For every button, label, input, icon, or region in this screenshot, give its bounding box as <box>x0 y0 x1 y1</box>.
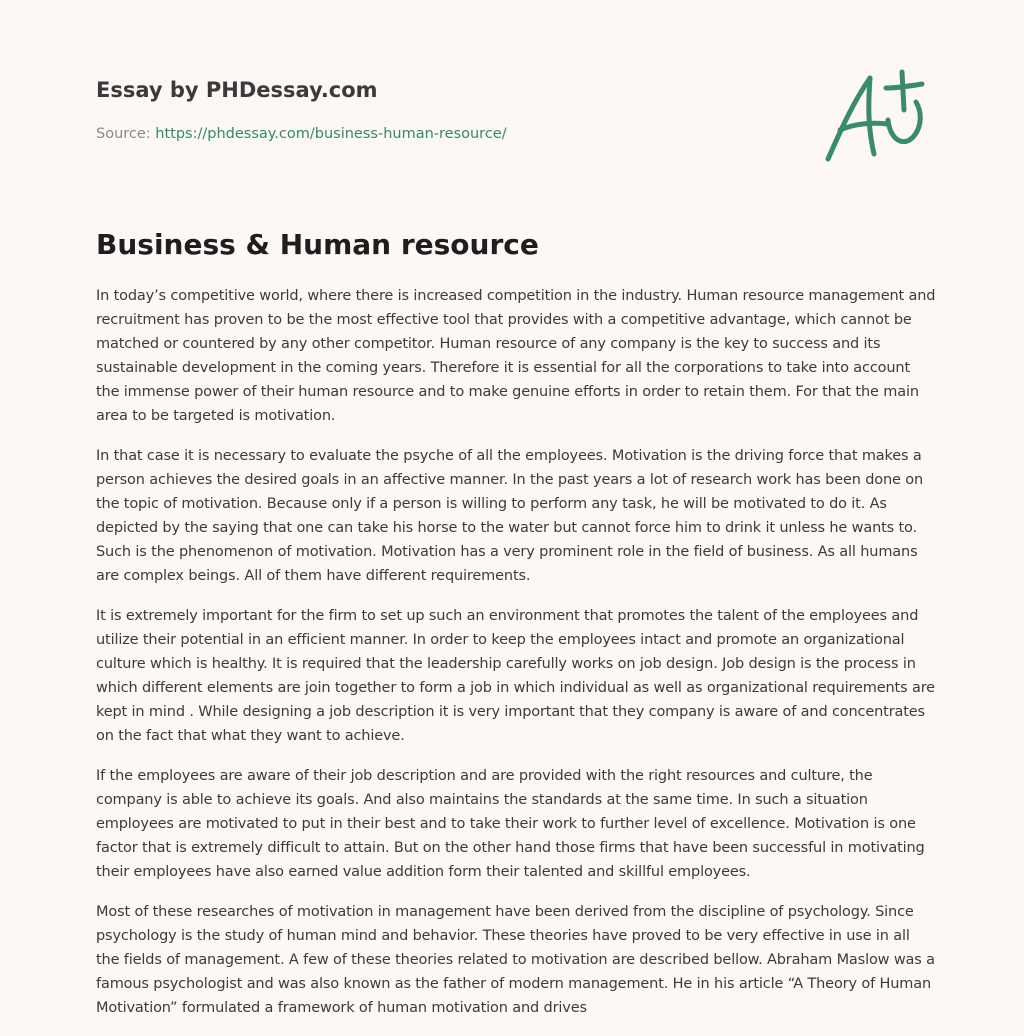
paragraph: Most of these researches of motivation in management have been derived from the discipline of psychology. Since psychology is the study of human mind and behavior. These theories have proved to be very effective in use in all the fields of management. A few of these theories related to motivation are described bellow. Abraham Maslow was a famous psychologist and was also known as the father of modern management. He in his article “A Theory of Human Motivation” formulated a framework of human motivation and drives <box>96 904 935 1016</box>
paragraph: If the employees are aware of their job description and are provided with the right resources and culture, the company is able to achieve its goals. And also maintains the standards at the same time. In such a situation employees are motivated to put in their best and to take their work to further level of excellence. Motivation is one factor that is extremely difficult to attain. But on the other hand those firms that have been successful in motivating their employees have also earned value addition form their talented and skillful employees. <box>96 768 925 880</box>
source-link[interactable]: https://phdessay.com/business-human-resource/ <box>155 126 507 142</box>
essay-header <box>96 76 796 144</box>
paragraph: It is extremely important for the firm to set up such an environment that promotes the talent of the employees and utilize their potential in an efficient manner. In order to keep the employees intact and promote an organizational culture which is healthy. It is required that the leadership carefully works on job design. Job design is the process in which different elements are join together to form a job in which individual as well as organizational requirements are kept in mind . While designing a job description it is very important that they company is aware of and concentrates on the fact that what they want to achieve. <box>96 608 935 744</box>
a-plus-logo-icon <box>818 66 930 166</box>
site-title: Essay by PHDessay.com <box>96 78 378 102</box>
essay-article <box>96 226 936 1036</box>
source-label: Source: <box>96 126 156 142</box>
paragraph: In that case it is necessary to evaluate the psyche of all the employees. Motivation is the driving force that makes a person achieves the desired goals in an affective manner. In the past years a lot of research work has been done on the topic of motivation. Because only if a person is willing to perform any task, he will be motivated to do it. As depicted by the saying that one can take his horse to the water but cannot force him to drink it unless he wants to. Such is the phenomenon of motivation. Motivation has a very prominent role in the field of business. As all humans are complex beings. All of them have different requirements. <box>96 448 924 584</box>
source-line <box>96 124 796 144</box>
article-title: Business & Human resource <box>96 228 539 261</box>
paragraph: In today’s competitive world, where there is increased competition in the industry. Human resource management and recruitment has proven to be the most effective tool that provides with a competitive advantage, which cannot be matched or countered by any other competitor. Human resource of any company is the key to success and its sustainable development in the coming years. Therefore it is essential for all the corporations to take into account the immense power of their human resource and to make genuine efforts in order to retain them. For that the main area to be targeted is motivation. <box>96 288 936 424</box>
